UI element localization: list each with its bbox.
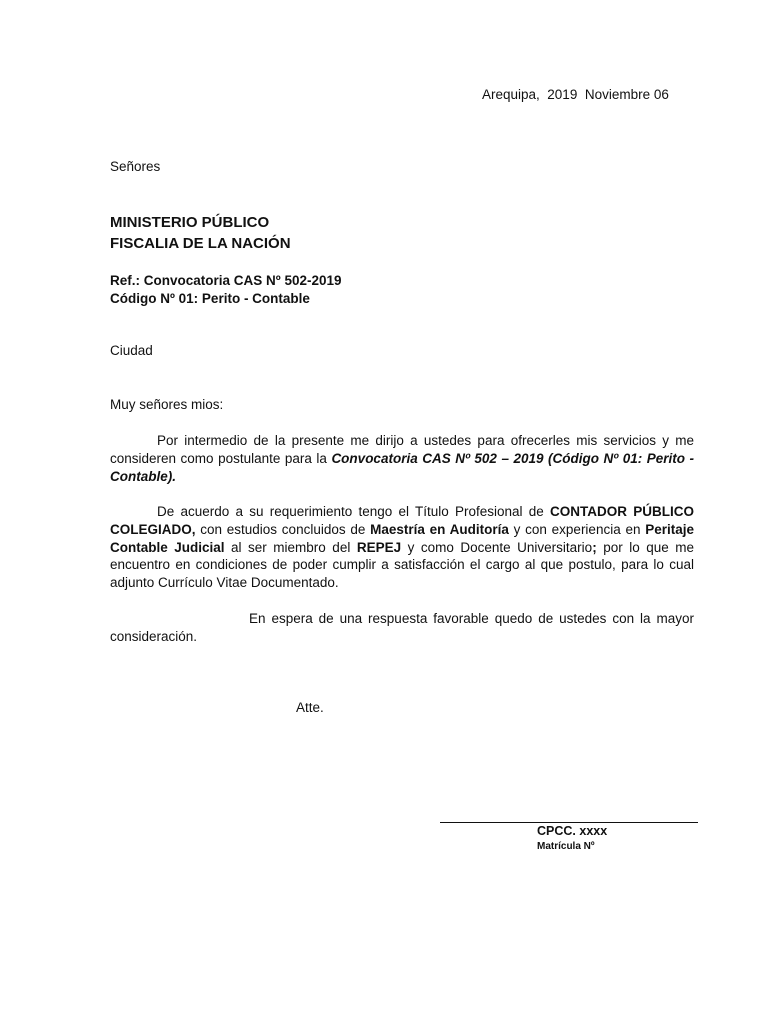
- salutation: Muy señores mios:: [110, 397, 224, 412]
- paragraph-2-text-1: De acuerdo a su requerimiento tengo el Título Profesional de: [157, 504, 551, 519]
- paragraph-2: [110, 503, 694, 592]
- signature-line: [440, 822, 698, 823]
- closing: Atte.: [296, 700, 324, 715]
- reference-line-2: Código Nº 01: Perito - Contable: [110, 290, 310, 306]
- city-line: Ciudad: [110, 343, 153, 358]
- paragraph-2-masters: Maestría en Auditoría: [370, 521, 509, 537]
- reference-block: [110, 272, 342, 307]
- paragraph-2-text-3: y con experiencia en: [508, 521, 646, 537]
- recipient-line-1: MINISTERIO PÚBLICO: [110, 214, 270, 231]
- paragraph-1-text: Por intermedio de la presente me dirijo a ustedes para ofrecerles mis servicios y me consideren como postulante para la: [110, 433, 694, 466]
- paragraph-1-convocatoria: Convocatoria CAS Nº 502 – 2019 (Código Nº 01: Perito - Contable).: [110, 450, 694, 484]
- recipient-block: [110, 212, 291, 254]
- signature-name: CPCC. xxxx: [537, 824, 608, 838]
- paragraph-1: [110, 432, 694, 485]
- signature-registration: Matrícula Nº: [537, 841, 595, 852]
- reference-line-1: Ref.: Convocatoria CAS Nº 502-2019: [110, 273, 342, 288]
- paragraph-2-title: CONTADOR PÚBLICO COLEGIADO,: [110, 504, 694, 537]
- paragraph-2-text-2: con estudios concluidos de: [195, 521, 371, 537]
- paragraph-2-semicolon: ;: [592, 539, 597, 555]
- paragraph-2-text-6: por lo que me encuentro en condiciones de poder cumplir a satisfacción el cargo al que postulo, para lo cual adjunto Currículo Vitae Documentado.: [110, 539, 694, 591]
- paragraph-2-repej: REPEJ: [356, 539, 402, 555]
- paragraph-2-experience: Peritaje Contable Judicial: [110, 521, 695, 555]
- letter-date: Arequipa, 2019 Noviembre 06: [482, 87, 669, 102]
- recipient-line-2: FISCALIA DE LA NACIÓN: [110, 235, 291, 252]
- paragraph-2-text-5: y como Docente Universitario: [401, 539, 593, 555]
- paragraph-2-text-4: al ser miembro del: [224, 539, 357, 555]
- greeting-title: Señores: [110, 159, 161, 174]
- paragraph-3: En espera de una respuesta favorable quedo de ustedes con la mayor consideración.: [110, 611, 694, 644]
